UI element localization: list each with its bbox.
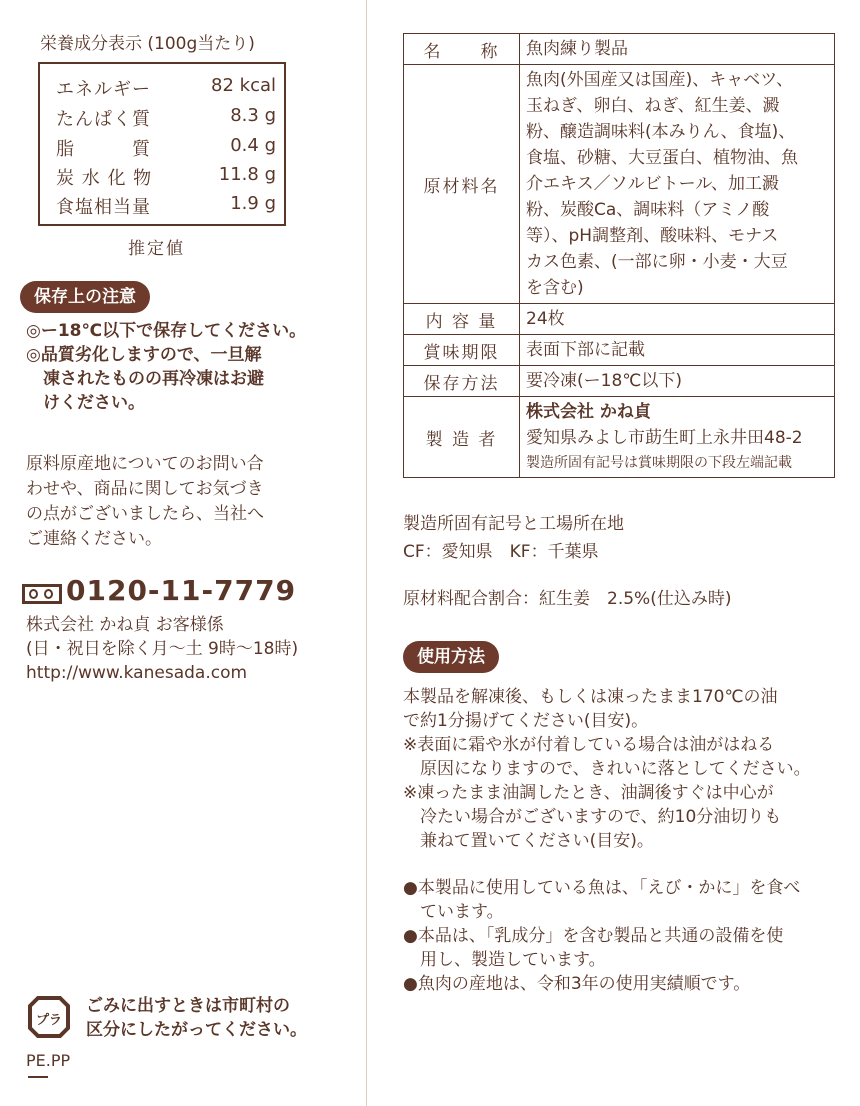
- nutrition-value: 1.9 g: [230, 193, 276, 214]
- text-line: 製造所固有記号は賞味期限の下段左端記載: [526, 455, 792, 471]
- spec-value: [520, 304, 835, 335]
- nutrition-label: 脂 質: [56, 139, 151, 160]
- spec-value: [520, 335, 835, 366]
- text-line: ています。: [403, 902, 504, 922]
- nutrition-value: 8.3 g: [230, 105, 276, 126]
- text-line: ◎品質劣化しますので、一旦解: [26, 345, 262, 365]
- contact-url[interactable]: http://www.kanesada.com: [26, 663, 248, 683]
- storage-caution-heading: 保存上の注意: [20, 281, 150, 313]
- spec-value: [520, 366, 835, 397]
- text-line: 愛知県みよし市莇生町上永井田48-2: [526, 428, 803, 448]
- factory-title: 製造所固有記号と工場所在地: [403, 514, 624, 534]
- material-code: PE.PP: [26, 1051, 71, 1070]
- usage-text: [403, 685, 811, 853]
- text-line: ごみに出すときは市町村の: [86, 996, 290, 1016]
- text-line: の点がございましたら、当社へ: [26, 504, 264, 524]
- nutrition-row: [56, 193, 276, 221]
- spec-label: 原材料名: [404, 65, 520, 304]
- column-divider: [366, 0, 367, 1106]
- text-line: けください。: [26, 393, 145, 413]
- spec-row: [404, 304, 835, 335]
- text-line: 兼ねて置いてください(目安)。: [403, 831, 654, 851]
- text-line: 表面下部に記載: [526, 340, 645, 360]
- recycle-text: [86, 994, 307, 1042]
- text-line: 原因になりますので、きれいに落としてください。: [403, 759, 811, 779]
- spec-value: [520, 65, 835, 304]
- ingredient-ratio: 原材料配合割合：紅生姜 2.5%(仕込み時): [403, 589, 732, 609]
- text-line: 本製品を解凍後、もしくは凍ったまま170℃の油: [403, 687, 778, 707]
- spec-label: 名 称: [404, 34, 520, 65]
- text-line: 玉ねぎ、卵白、ねぎ、紅生姜、澱: [526, 96, 780, 116]
- text-line: を含む): [526, 278, 584, 298]
- text-line: カス色素、(一部に卵・小麦・大豆: [526, 252, 788, 272]
- nutrition-value: 82 kcal: [211, 75, 276, 96]
- spec-value: [520, 34, 835, 65]
- nutrition-row: [56, 164, 276, 192]
- notes-text: [403, 876, 800, 996]
- text-line: ご連絡ください。: [26, 529, 162, 549]
- text-line: ◎ー18℃以下で保存してください。: [26, 321, 307, 341]
- text-line: 魚肉練り製品: [526, 39, 628, 59]
- pla-recycle-icon: [26, 994, 72, 1040]
- spec-row: [404, 34, 835, 65]
- product-spec-table: [403, 33, 835, 478]
- nutrition-title: 栄養成分表示 (100g当たり): [40, 34, 255, 54]
- text-line: 凍されたものの再冷凍はお避: [26, 369, 264, 389]
- usage-heading: 使用方法: [403, 641, 499, 673]
- nutrition-row: [56, 75, 276, 103]
- spec-value: [520, 397, 835, 478]
- nutrition-label: 炭 水 化 物: [56, 168, 153, 189]
- text-line: ※表面に霜や氷が付着している場合は油がはねる: [403, 735, 775, 755]
- nutrition-value: 0.4 g: [230, 135, 276, 156]
- text-line: ●本品は、「乳成分」を含む製品と共通の設備を使: [403, 926, 784, 946]
- text-line: ※凍ったまま油調したとき、油調後すぐは中心が: [403, 783, 774, 803]
- factory-info: [403, 510, 624, 566]
- text-line: わせや、商品に関してお気づき: [26, 479, 264, 499]
- text-line: 株式会社 かね貞: [526, 402, 651, 422]
- text-line: 介エキス／ソルビトール、加工澱: [526, 174, 779, 194]
- spec-label: 賞味期限: [404, 335, 520, 366]
- inquiry-text: [26, 452, 264, 552]
- storage-caution-text: [26, 319, 306, 415]
- spec-row: [404, 397, 835, 478]
- text-line: 魚肉(外国産又は国産)、キャベツ、: [526, 70, 794, 90]
- text-line: 粉、炭酸Ca、調味料（アミノ酸: [526, 200, 770, 220]
- nutrition-label: 食塩相当量: [56, 197, 151, 218]
- text-line: 要冷凍(ー18℃以下): [526, 371, 682, 391]
- nutrition-label: エネルギー: [56, 79, 151, 100]
- factory-codes: CF：愛知県 KF：千葉県: [403, 542, 599, 562]
- spec-row: [404, 335, 835, 366]
- text-line: ●魚肉の産地は、令和3年の使用実績順です。: [403, 974, 751, 994]
- nutrition-value: 11.8 g: [218, 164, 276, 185]
- nutrition-table: [38, 62, 286, 226]
- text-line: 区分にしたがってください。: [86, 1020, 307, 1040]
- text-line: 原料原産地についてのお問い合: [26, 454, 264, 474]
- pla-icon-label: プラ: [35, 1013, 63, 1028]
- spec-label: 製 造 者: [404, 397, 520, 478]
- spec-label: 内 容 量: [404, 304, 520, 335]
- spec-row: [404, 366, 835, 397]
- text-line: で約1分揚げてください(目安)。: [403, 711, 649, 731]
- text-line: 冷たい場合がございますので、約10分油切りも: [403, 807, 782, 827]
- contact-company: 株式会社 かね貞 お客様係: [26, 615, 224, 635]
- nutrition-row: [56, 105, 276, 133]
- text-line: 等）、pH調整剤、酸味料、モナス: [526, 226, 779, 246]
- phone-number: 0120-11-7779: [66, 574, 297, 607]
- contact-hours: (日・祝日を除く月～土 9時～18時): [26, 639, 299, 659]
- free-dial-icon: [22, 584, 62, 604]
- text-line: ●本製品に使用している魚は、「えび・かに」を食べ: [403, 878, 801, 898]
- nutrition-label: たんぱく質: [56, 109, 151, 130]
- nutrition-estimate-note: 推定値: [128, 239, 185, 259]
- material-underline: [28, 1076, 48, 1078]
- text-line: 粉、醸造調味料(本みりん、食塩)、: [526, 122, 796, 142]
- spec-row: [404, 65, 835, 304]
- text-line: 用し、製造しています。: [403, 950, 606, 970]
- nutrition-row: [56, 135, 276, 163]
- text-line: 食塩、砂糖、大豆蛋白、植物油、魚: [526, 148, 798, 168]
- contact-info: [26, 613, 298, 685]
- text-line: 24枚: [526, 309, 565, 329]
- spec-label: 保存方法: [404, 366, 520, 397]
